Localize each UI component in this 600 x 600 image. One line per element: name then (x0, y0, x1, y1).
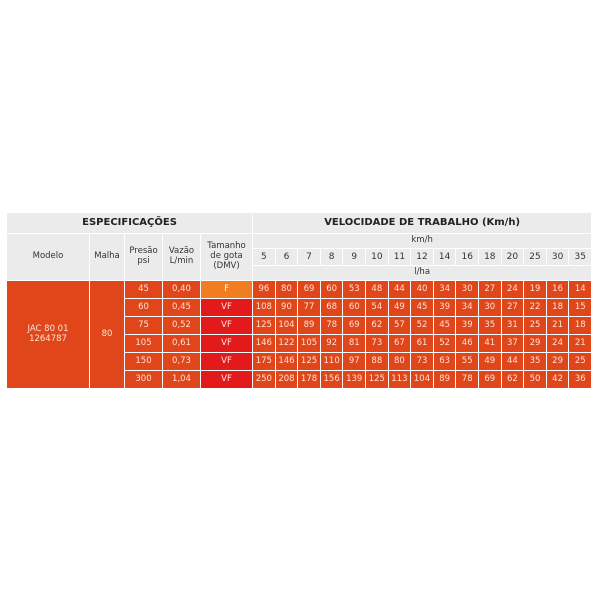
rate-cell: 97 (343, 353, 366, 371)
rate-cell: 108 (253, 299, 276, 317)
rate-cell: 52 (411, 317, 434, 335)
pressure-cell: 150 (125, 353, 163, 371)
rate-cell: 77 (298, 299, 321, 317)
rate-cell: 62 (501, 371, 524, 389)
rate-unit-label: l/ha (253, 266, 592, 281)
rate-cell: 45 (433, 317, 456, 335)
rate-cell: 53 (343, 281, 366, 299)
rate-cell: 37 (501, 335, 524, 353)
spec-group-header: ESPECIFICAÇÕES (7, 213, 253, 234)
rate-cell: 178 (298, 371, 321, 389)
rate-cell: 110 (320, 353, 343, 371)
rate-cell: 49 (479, 353, 502, 371)
rate-cell: 104 (411, 371, 434, 389)
speed-header-cell: 35 (569, 249, 592, 266)
rate-cell: 24 (546, 335, 569, 353)
rate-cell: 21 (546, 317, 569, 335)
rate-cell: 89 (298, 317, 321, 335)
rate-cell: 55 (456, 353, 479, 371)
rate-cell: 113 (388, 371, 411, 389)
pressure-cell: 75 (125, 317, 163, 335)
rate-cell: 69 (298, 281, 321, 299)
mesh-cell: 80 (90, 281, 125, 389)
rate-cell: 39 (456, 317, 479, 335)
speed-header-cell: 7 (298, 249, 321, 266)
col-mesh: Malha (90, 234, 125, 281)
table-row (7, 281, 592, 299)
flow-cell: 0,45 (163, 299, 201, 317)
rate-cell: 39 (433, 299, 456, 317)
speed-header-cell: 20 (501, 249, 524, 266)
rate-cell: 21 (569, 335, 592, 353)
rate-cell: 34 (433, 281, 456, 299)
speed-header-cell: 9 (343, 249, 366, 266)
pressure-cell: 300 (125, 371, 163, 389)
rate-cell: 104 (275, 317, 298, 335)
rate-cell: 27 (479, 281, 502, 299)
rate-cell: 81 (343, 335, 366, 353)
rate-cell: 34 (456, 299, 479, 317)
rate-cell: 146 (275, 353, 298, 371)
rate-cell: 46 (456, 335, 479, 353)
rate-cell: 52 (433, 335, 456, 353)
rate-cell: 25 (524, 317, 547, 335)
speed-header-cell: 12 (411, 249, 434, 266)
rate-cell: 49 (388, 299, 411, 317)
flow-cell: 0,61 (163, 335, 201, 353)
rate-cell: 45 (411, 299, 434, 317)
rate-cell: 27 (501, 299, 524, 317)
rate-cell: 69 (479, 371, 502, 389)
drop-size-cell: VF (201, 371, 253, 389)
rate-cell: 29 (546, 353, 569, 371)
rate-cell: 67 (388, 335, 411, 353)
rate-cell: 57 (388, 317, 411, 335)
rate-cell: 44 (388, 281, 411, 299)
rate-cell: 125 (298, 353, 321, 371)
drop-size-cell: F (201, 281, 253, 299)
rate-cell: 125 (366, 371, 389, 389)
flow-cell: 1,04 (163, 371, 201, 389)
speed-header-cell: 30 (546, 249, 569, 266)
drop-size-cell: VF (201, 335, 253, 353)
rate-cell: 250 (253, 371, 276, 389)
pressure-cell: 45 (125, 281, 163, 299)
rate-cell: 73 (411, 353, 434, 371)
nozzle-spec-table (6, 212, 592, 389)
model-cell (7, 281, 90, 389)
rate-cell: 175 (253, 353, 276, 371)
flow-cell: 0,73 (163, 353, 201, 371)
rate-cell: 36 (569, 371, 592, 389)
rate-cell: 96 (253, 281, 276, 299)
rate-cell: 24 (501, 281, 524, 299)
rate-cell: 61 (411, 335, 434, 353)
model-name: JAC 80 01 (27, 323, 69, 334)
rate-cell: 125 (253, 317, 276, 335)
drop-size-cell: VF (201, 299, 253, 317)
rate-cell: 22 (524, 299, 547, 317)
rate-cell: 31 (501, 317, 524, 335)
speed-unit-label: km/h (253, 234, 592, 249)
rate-cell: 25 (569, 353, 592, 371)
rate-cell: 92 (320, 335, 343, 353)
rate-cell: 15 (569, 299, 592, 317)
flow-cell: 0,52 (163, 317, 201, 335)
rate-cell: 122 (275, 335, 298, 353)
rate-cell: 30 (456, 281, 479, 299)
rate-cell: 139 (343, 371, 366, 389)
speed-header-cell: 14 (433, 249, 456, 266)
rate-cell: 60 (320, 281, 343, 299)
speed-header-cell: 5 (253, 249, 276, 266)
rate-cell: 78 (320, 317, 343, 335)
rate-cell: 54 (366, 299, 389, 317)
rate-cell: 50 (524, 371, 547, 389)
col-drop-size: Tamanho de gota (DMV) (201, 234, 253, 281)
col-pressure: Presão psi (125, 234, 163, 281)
rate-cell: 90 (275, 299, 298, 317)
flow-cell: 0,40 (163, 281, 201, 299)
drop-size-cell: VF (201, 317, 253, 335)
rate-cell: 16 (546, 281, 569, 299)
rate-cell: 18 (569, 317, 592, 335)
rate-cell: 69 (343, 317, 366, 335)
rate-cell: 19 (524, 281, 547, 299)
rate-cell: 29 (524, 335, 547, 353)
pressure-cell: 60 (125, 299, 163, 317)
drop-size-cell: VF (201, 353, 253, 371)
rate-cell: 35 (524, 353, 547, 371)
speed-header-cell: 11 (388, 249, 411, 266)
rate-cell: 80 (388, 353, 411, 371)
rate-cell: 42 (546, 371, 569, 389)
rate-cell: 78 (456, 371, 479, 389)
rate-cell: 105 (298, 335, 321, 353)
speed-group-header: VELOCIDADE DE TRABALHO (Km/h) (253, 213, 592, 234)
speed-header-cell: 25 (524, 249, 547, 266)
rate-cell: 68 (320, 299, 343, 317)
rate-cell: 80 (275, 281, 298, 299)
rate-cell: 41 (479, 335, 502, 353)
rate-cell: 30 (479, 299, 502, 317)
rate-cell: 44 (501, 353, 524, 371)
speed-header-cell: 6 (275, 249, 298, 266)
pressure-cell: 105 (125, 335, 163, 353)
rate-cell: 18 (546, 299, 569, 317)
speed-header-cell: 10 (366, 249, 389, 266)
col-flow: Vazão L/min (163, 234, 201, 281)
rate-cell: 156 (320, 371, 343, 389)
rate-cell: 35 (479, 317, 502, 335)
speed-header-cell: 16 (456, 249, 479, 266)
rate-cell: 40 (411, 281, 434, 299)
rate-cell: 88 (366, 353, 389, 371)
rate-cell: 89 (433, 371, 456, 389)
model-code: 1264787 (29, 333, 67, 344)
rate-cell: 14 (569, 281, 592, 299)
col-model: Modelo (7, 234, 90, 281)
speed-header-cell: 8 (320, 249, 343, 266)
rate-cell: 146 (253, 335, 276, 353)
rate-cell: 48 (366, 281, 389, 299)
rate-cell: 62 (366, 317, 389, 335)
speed-header-cell: 18 (479, 249, 502, 266)
rate-cell: 63 (433, 353, 456, 371)
rate-cell: 73 (366, 335, 389, 353)
rate-cell: 60 (343, 299, 366, 317)
rate-cell: 208 (275, 371, 298, 389)
